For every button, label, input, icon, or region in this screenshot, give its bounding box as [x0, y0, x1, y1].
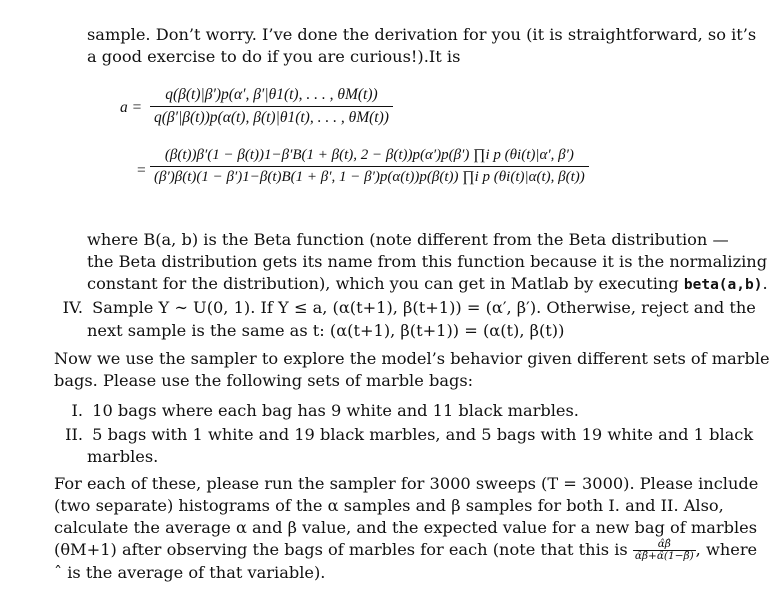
equation-lhs: a =	[120, 99, 143, 116]
beta-function-paragraph	[87, 229, 768, 296]
bag-set-item	[55, 400, 579, 422]
period: .	[762, 274, 768, 293]
now-line: Now we use the sampler to explore the model’s behavior given different sets of marble	[54, 349, 770, 368]
step-iv	[55, 297, 756, 319]
equation-fraction-1	[150, 86, 393, 127]
equation-fraction-2	[150, 147, 589, 186]
beta-line: the Beta distribution gets its name from this function because it is the normalizing	[87, 252, 768, 271]
beta-line-with-code	[87, 273, 768, 296]
now-paragraph	[54, 348, 770, 392]
fraction-numerator: α̂β̂	[633, 539, 696, 551]
fraction-numerator: (β(t))β′(1 − β(t))1−β′B(1 + β(t), 2 − β(t))p(α′)p(β′) ∏i p (θi(t)|α′, β′)	[150, 147, 589, 167]
equation-equals: =	[136, 162, 147, 179]
beta-line: constant for the distribution), which you can get in Matlab by executing	[87, 274, 684, 293]
intro-paragraph	[87, 24, 757, 68]
final-line: (two separate) histograms of the α samples and β samples for both I. and II. Also,	[54, 496, 724, 515]
expected-value-fraction	[633, 539, 696, 562]
final-paragraph	[54, 473, 759, 584]
final-line-text: , where	[695, 540, 758, 559]
final-line: For each of these, please run the sampler for 3000 sweeps (T = 3000). Please include	[54, 474, 759, 493]
fraction-denominator: (β′)β(t)(1 − β′)1−β(t)B(1 + β′, 1 − β′)p(α(t))p(β(t)) ∏i p (θi(t)|α(t), β(t))	[154, 169, 585, 185]
step-marker: IV.	[62, 298, 83, 317]
bag-set-continuation	[87, 446, 158, 468]
list-marker: I.	[71, 401, 83, 420]
final-line-text: (θM+1) after observing the bags of marbles for each (note that this is	[54, 540, 633, 559]
step-iv-line1: Sample Y ∼ U(0, 1). If Y ≤ a, (α(t+1), β(t+1)) = (α′, β′). Otherwise, reject and the	[92, 298, 756, 317]
bag-set-text: 5 bags with 1 white and 19 black marbles, and 5 bags with 19 white and 1 black	[92, 425, 754, 444]
final-line: ˆ is the average of that variable).	[54, 563, 326, 582]
intro-line: a good exercise to do if you are curious!).It is	[87, 47, 461, 66]
final-line: calculate the average α and β value, and the expected value for a new bag of marbles	[54, 518, 758, 537]
fraction-denominator: q(β′|β(t))p(α(t), β(t)|θ1(t), . . . , θM(t))	[154, 109, 389, 126]
final-line-with-fraction	[54, 538, 758, 562]
matlab-code: beta(a,b)	[683, 277, 763, 293]
step-iv-line2: next sample is the same as t: (α(t+1), β(t+1)) = (α(t), β(t))	[87, 321, 565, 340]
fraction-denominator: α̂β̂+α̂(1−β̂)	[634, 550, 694, 562]
step-iv-continuation	[87, 320, 564, 342]
now-line: bags. Please use the following sets of marble bags:	[54, 371, 474, 390]
beta-line: where B(a, b) is the Beta function (note different from the Beta distribution —	[87, 230, 729, 249]
bag-set-text: 10 bags where each bag has 9 white and 11 black marbles.	[92, 401, 579, 420]
list-marker: II.	[65, 425, 83, 444]
bag-set-item	[55, 424, 753, 446]
bag-set-text: marbles.	[87, 447, 159, 466]
intro-line: sample. Don’t worry. I’ve done the derivation for you (it is straightforward, so it’s	[87, 25, 757, 44]
fraction-numerator: q(β(t)|β′)p(α′, β′|θ1(t), . . . , θM(t))	[150, 86, 393, 107]
